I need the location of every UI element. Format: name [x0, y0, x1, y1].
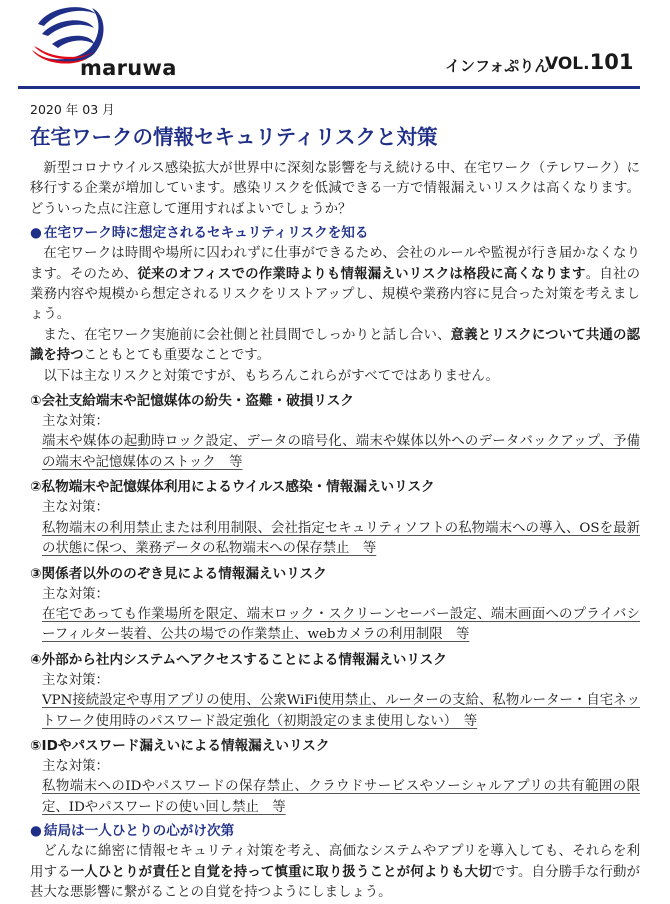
section1-paragraph-3: 以下は主なリスクと対策ですが、もちろんこれらがすべてではありません。 [43, 368, 499, 384]
intro-paragraph: 新型コロナウイルス感染拡大が世界中に深刻な影響を与え続ける中、在宅ワーク（テレワーク）に移行する企業が増加しています。感染リスクを低減できる一方で情報漏えいリスクは高くなります。どういった点に注意して運用すればよいでしょうか？ [30, 161, 640, 217]
section1-paragraph-2 [30, 326, 640, 367]
volume-label [545, 50, 633, 74]
risk-heading-3: ③関係者以外ののぞき見による情報漏えいリスク [30, 565, 327, 582]
measures-label: 主な対策： [42, 500, 109, 516]
text-span: また、在宅ワーク実施前に会社側と社員間でしっかりと話し合い、 [43, 327, 451, 343]
risk-heading-5: ⑤IDやパスワード漏えいによる情報漏えいリスク [30, 737, 330, 754]
text-span: 在宅ワークは時間や場所に囚われずに仕事ができるため、会社のルールや監視が行き届かなくなります。そのため、 [30, 246, 640, 282]
section-heading-conclusion-text: 結局は一人ひとりの心がけ次第 [43, 823, 235, 840]
bullet-icon: ● [30, 823, 42, 840]
emphasis-text: 従来のオフィスでの作業時よりも情報漏えいリスクは格段に高くなります [137, 266, 586, 282]
text-span: こともとても重要なことです。 [83, 348, 270, 364]
header [0, 0, 670, 96]
section-heading-conclusion [30, 820, 640, 842]
risk-heading-4: ④外部から社内システムへアクセスすることによる情報漏えいリスク [30, 651, 447, 668]
risk-heading-1: ①会社支給端末や記憶媒体の紛失・盗難・破損リスク [30, 393, 354, 410]
measures-label: 主な対策： [42, 672, 109, 688]
volume-number: 101 [589, 50, 634, 74]
issue-date: 2020 年 03 月 [30, 102, 115, 117]
volume-prefix: VOL. [545, 54, 590, 74]
measures-label: 主な対策： [42, 414, 109, 430]
newsletter-name: インフォぷりん [445, 57, 550, 75]
text-span: 。自社の業務内容や規模から想定されるリスクをリストアップし、規模や業務内容に見合った対策を考えましょう。 [30, 266, 640, 323]
section-heading-risks-text: 在宅ワーク時に想定されるセキュリティリスクを知る [43, 225, 369, 242]
page-title: 在宅ワークの情報セキュリティリスクと対策 [30, 125, 438, 149]
measures-label: 主な対策： [42, 758, 109, 774]
risk-heading-2: ②私物端末や記憶媒体利用によるウイルス感染・情報漏えいリスク [30, 479, 435, 496]
bullet-icon: ● [30, 225, 42, 242]
text-span: です。自分勝手な行動が甚大な悪影響に繋がることの自覚を持つようにしましょう。 [30, 864, 641, 900]
risk-measures-3: 在宅であっても作業場所を限定、端末ロック・スクリーンセーバー設定、端末画面へのプライバシーフィルター装着、公共の場での作業禁止、webカメラの利用制限 等 [42, 606, 640, 643]
logo-text: maruwa [80, 56, 177, 80]
risk-measures-2: 私物端末の利用禁止または利用制限、会社指定セキュリティソフトの私物端末への導入、OSを最新の状態に保つ、業務データの私物端末への保存禁止 等 [42, 520, 640, 557]
text-span: どんなに綿密に情報セキュリティ対策を考え、高価なシステムやアプリを導入しても、それらを利用する [30, 844, 640, 880]
measures-label: 主な対策： [42, 586, 109, 602]
risk-measures-1: 端末や媒体の起動時ロック設定、データの暗号化、端末や媒体以外へのデータバックアップ、予備の端末や記憶媒体のストック 等 [42, 434, 640, 470]
risk-measures-4: VPN接続設定や専用アプリの使用、公衆WiFi使用禁止、ルーターの支給、私物ルーター・自宅ネットワーク使用時のパスワード設定強化（初期設定のまま使用しない） 等 [42, 693, 640, 729]
conclusion-paragraph [30, 842, 640, 903]
emphasis-text: 一人ひとりが責任と自覚を持って慎重に取り扱うことが何よりも大切 [70, 864, 492, 880]
section-heading-risks [30, 222, 640, 244]
emphasis-text: 意義とリスクについて共通の認識を持つ [30, 327, 640, 364]
header-divider [18, 86, 640, 89]
article [30, 101, 640, 903]
section1-paragraph-1 [30, 244, 640, 326]
risk-measures-5: 私物端末へのIDやパスワードの保存禁止、クラウドサービスやソーシャルアプリの共有範囲の限定、IDやパスワードの使い回し禁止 等 [42, 779, 640, 815]
